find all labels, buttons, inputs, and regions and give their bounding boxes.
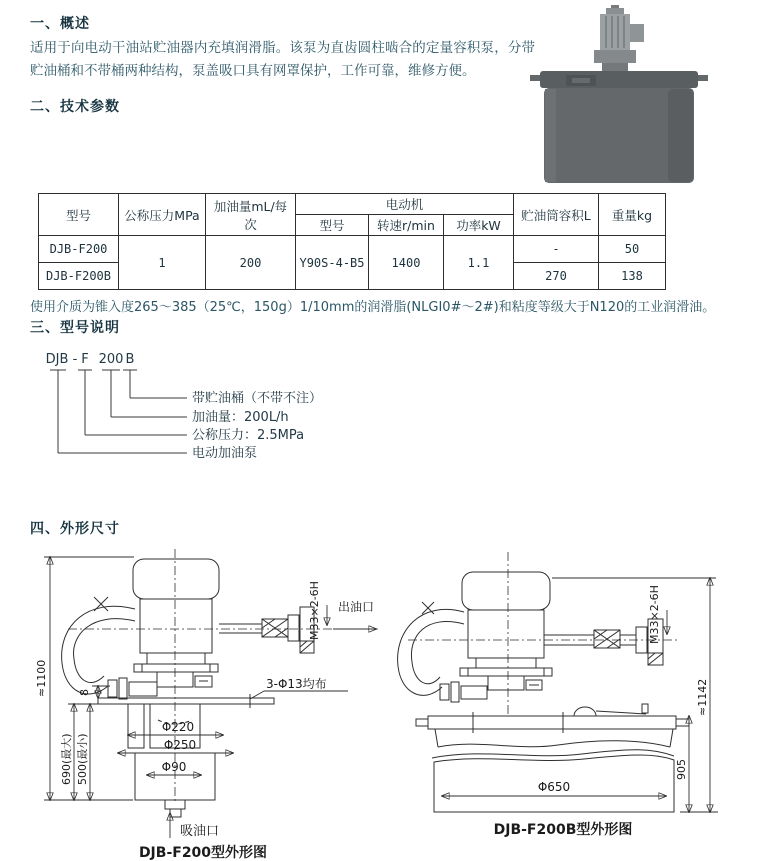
dim-min: 500(最小) <box>76 733 89 785</box>
dim-total-height: ≈1142 <box>696 678 709 716</box>
drawing-djb-f200 <box>28 545 383 861</box>
col-pressure: 公称压力MPa <box>119 194 206 236</box>
medium-note: 使用介质为锥入度265～385（25℃，150g）1/10mm的润滑脂(NLGI0#～2#)和粘度等级大于N120的工业润滑油。 <box>30 300 716 315</box>
dim-d250: Φ250 <box>163 738 197 752</box>
cell-model-2: DJB-F200B <box>39 263 119 290</box>
section-1-heading: 一、概述 <box>30 16 90 32</box>
code-label-barrel: 带贮油桶（不带不注） <box>192 391 323 406</box>
model-code-diagram <box>45 350 485 468</box>
centerlines <box>68 549 378 803</box>
photo-barrel <box>530 71 708 183</box>
photo-motor <box>594 5 644 72</box>
pump-product-photo <box>528 5 728 187</box>
drawing-caption-f200: DJB-F200型外形图 <box>138 845 268 861</box>
col-motor-speed: 转速r/min <box>369 215 444 236</box>
holes-label: 3-Φ13均布 <box>266 677 327 691</box>
spec-table <box>38 193 666 290</box>
code-token-djb: DJB <box>45 352 69 367</box>
col-weight: 重量kg <box>599 194 666 236</box>
code-token-b: B <box>125 352 135 367</box>
dim-905: 905 <box>675 759 688 780</box>
cell-power: 1.1 <box>444 236 514 290</box>
col-motor-model: 型号 <box>296 215 369 236</box>
cell-model-1: DJB-F200 <box>39 236 119 263</box>
dim-d650: Φ650 <box>537 780 571 794</box>
section-3-heading: 三、型号说明 <box>30 320 120 336</box>
cell-speed: 1400 <box>369 236 444 290</box>
outlet-label: 出油口 <box>338 600 375 614</box>
col-motor-group: 电动机 <box>296 194 514 215</box>
dim-total-height: ≈1100 <box>35 659 48 697</box>
col-motor-power: 功率kW <box>444 215 514 236</box>
hose-loop <box>398 602 487 702</box>
cell-capacity-2: 270 <box>514 263 599 290</box>
overview-paragraph: 适用于向电动干油站贮油器内充填润滑脂。该泵为直齿圆柱啮合的定量容积泵，分带贮油桶和不带桶两种结构，泵盖吸口具有网罩保护，工作可靠，维修方便。 <box>30 40 535 79</box>
col-oil: 加油量mL/每次 <box>206 194 296 236</box>
cell-capacity-1: - <box>514 236 599 263</box>
outlet-assembly <box>544 619 663 665</box>
code-token-f: F <box>81 352 89 367</box>
dim-max: 690(最大) <box>60 733 73 785</box>
motor-outline <box>133 559 219 687</box>
drawing-caption-f200b: DJB-F200B型外形图 <box>493 822 633 838</box>
code-label-flow: 加油量：200L/h <box>192 410 289 425</box>
col-capacity: 贮油筒容积L <box>514 194 599 236</box>
cell-weight-1: 50 <box>599 236 666 263</box>
pump-base <box>98 694 274 817</box>
code-token-200: 200 <box>98 352 124 367</box>
thread-label: M33×2-6H <box>648 585 661 644</box>
suction-label: 吸油口 <box>180 824 220 839</box>
code-label-pump: 电动加油泵 <box>192 446 258 461</box>
drawing-djb-f200b <box>378 548 743 840</box>
cell-pressure: 1 <box>119 236 206 290</box>
table-row <box>39 236 666 263</box>
section-2-heading: 二、技术参数 <box>30 99 120 115</box>
dim-d220: Φ220 <box>161 720 195 734</box>
dim-d90: Φ90 <box>161 760 187 774</box>
motor-outline <box>460 572 552 690</box>
section-4-heading: 四、外形尺寸 <box>30 521 120 537</box>
dim-8: 8 <box>78 689 91 696</box>
hose-loop <box>62 597 157 699</box>
dimensions <box>442 578 718 812</box>
cell-weight-2: 138 <box>599 263 666 290</box>
thread-label: M33×2-6H <box>308 581 321 640</box>
cell-motor-model: Y90S-4-B5 <box>296 236 369 290</box>
col-model: 型号 <box>39 194 119 236</box>
code-token-dash: - <box>72 352 78 367</box>
code-label-pressure: 公称压力：2.5MPa <box>192 428 305 443</box>
outlet-assembly <box>219 607 314 653</box>
cell-oil: 200 <box>206 236 296 290</box>
table-header-row-1 <box>39 194 666 215</box>
